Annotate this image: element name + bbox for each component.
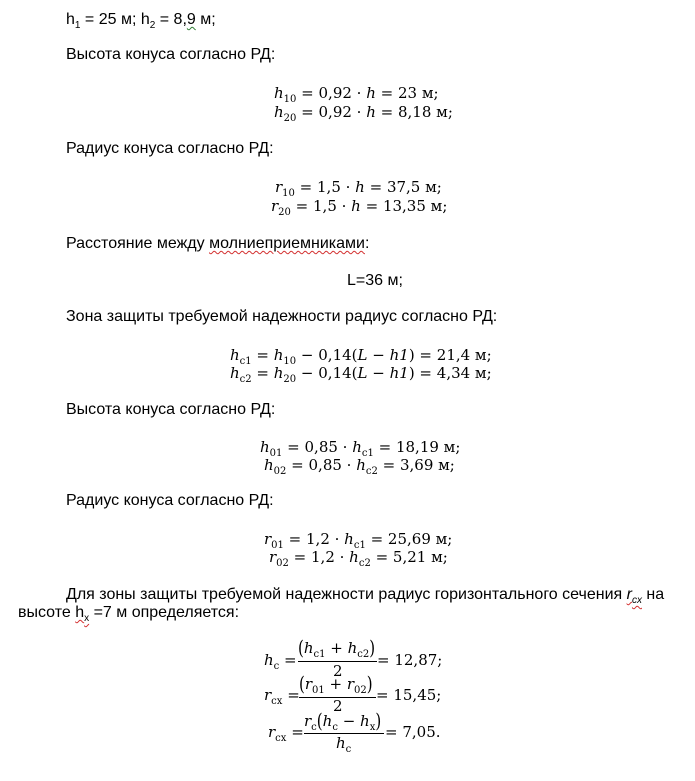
formula-rcx1-result: = 15,45; [376,686,442,704]
eq-r02: $r_{02} = 1,2 \cdot h_{c2} = 5,21$ м; [269,548,448,569]
eq-hc2: $h_{c2} = h_{20} - 0,14(L - h1) = 4,34$ м; [230,364,492,385]
formula-hc-lhs: $h_c$ = [264,651,297,672]
formula-rcx1-lhs: $r_{cx}$ = [264,686,300,707]
heading-distance: Расстояние между молниеприемниками: [66,235,370,252]
eq-h01: $h_{01} = 0,85 \cdot h_{c1} = 18,19$ м; [260,438,461,459]
formula-rcx2-lhs: $r_{cx}$ = [268,723,304,744]
paragraph-line-2: высоте $h_x =7$ м определяется: [18,604,240,624]
eq-h20: $h_{20} = 0,92 \cdot h = 8,18$ м; [274,103,453,124]
heading-cone-height-2: Высота конуса согласно РД: [66,401,276,418]
paragraph-line-1: Для зоны защиты требуемой надежности радиус горизонтального сечения $r_{cx}$ на [66,586,665,606]
given-heights: $h_1 = 25$ м; $h_2 = 8,9$ м; [66,11,216,31]
formula-rcx2-result: = 7,05. [385,723,441,741]
heading-cone-height-1: Высота конуса согласно РД: [66,46,276,63]
formula-rcx1-denominator: 2 [333,697,343,715]
formula-rcx1-numerator: $(r_{01} + r_{02})$ [299,672,373,696]
formula-hc-denominator: 2 [333,662,343,680]
distance-value: L=36 м; [347,272,403,289]
eq-r01: $r_{01} = 1,2 \cdot h_{c1} = 25,69$ м; [264,530,453,551]
eq-r10: $r_{10} = 1,5 \cdot h = 37,5$ м; [275,178,442,199]
formula-hc-numerator: $(h_{c1} + h_{c2})$ [298,636,376,660]
formula-rcx2-numerator: $r_c(h_c - h_x)$ [304,709,382,733]
heading-zone: Зона защиты требуемой надежности радиус согласно РД: [66,308,498,325]
formula-rcx2-denominator: $h_c$ [336,734,352,755]
eq-h10: $h_{10} = 0,92 \cdot h = 23$ м; [274,84,439,105]
eq-hc1: $h_{c1} = h_{10} - 0,14(L - h1) = 21,4$ м; [230,346,492,367]
heading-cone-radius-2: Радиус конуса согласно РД: [66,492,274,509]
heading-cone-radius-1: Радиус конуса согласно РД: [66,140,274,157]
eq-h02: $h_{02} = 0,85 \cdot h_{c2} = 3,69$ м; [264,456,455,477]
formula-hc-result: = 12,87; [377,651,443,669]
eq-r20: $r_{20} = 1,5 \cdot h = 13,35$ м; [271,197,448,218]
